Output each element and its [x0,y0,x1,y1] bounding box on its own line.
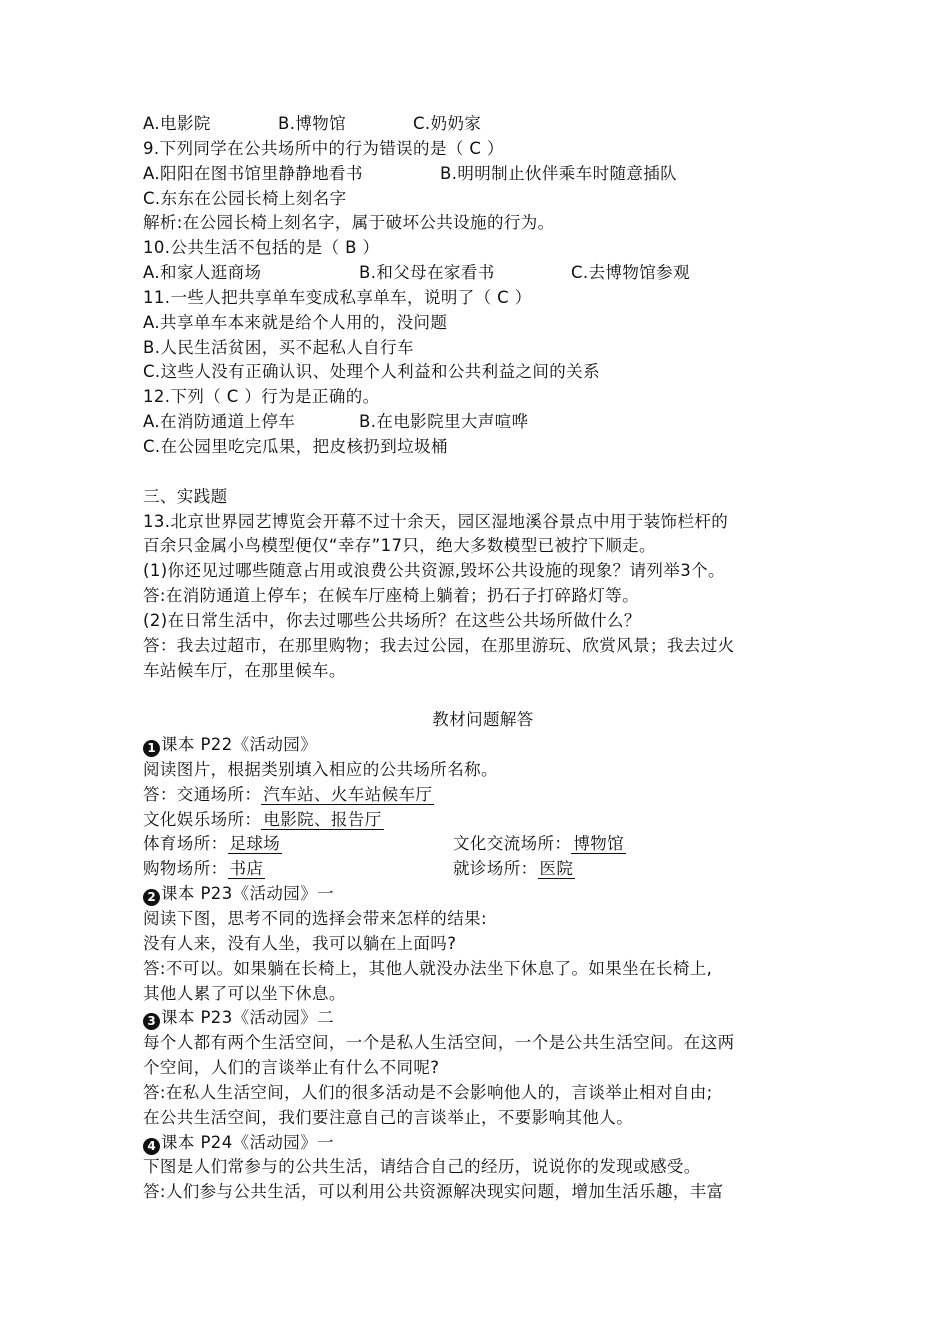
item3-answer-1: 答:在私人生活空间，人们的很多活动是不会影响他人的，言谈举止相对自由; [143,1082,713,1102]
item2-answer-2: 其他人累了可以坐下休息。 [143,983,346,1003]
medical-label: 就诊场所： [453,859,538,879]
circled-number-4: 4 [143,1138,160,1155]
q9-option-a: A.阳阳在图书馆里静静地看书 [143,163,363,183]
item3-answer-2: 在公共生活空间，我们要注意自己的言谈举止，不要影响其他人。 [143,1107,634,1127]
item2-answer-1: 答:不可以。如果躺在长椅上，其他人就没办法坐下休息了。如果坐在长椅上, [143,958,713,978]
q8-option-b: B.博物馆 [278,114,347,133]
q13-sub2: (2)在日常生活中，你去过哪些公共场所？在这些公共场所做什么？ [143,610,641,630]
q13-answer1: 答:在消防通道上停车；在候车厅座椅上躺着；扔石子打碎路灯等。 [143,586,640,606]
q12-option-c: C.在公园里吃完瓜果，把皮核扔到垃圾桶 [143,436,448,456]
q10-option-a: A.和家人逛商场 [143,263,262,283]
item3-prompt-2: 个空间，人们的言谈举止有什么不同呢? [143,1058,440,1078]
q13-text-1: 13.北京世界园艺博览会开幕不过十余天，园区湿地溪谷景点中用于装饰栏杆的 [143,511,729,531]
q10-options [143,261,823,286]
q13-sub1: (1)你还见过哪些随意占用或浪费公共资源,毁坏公共设施的现象？请列举3个。 [143,561,725,581]
item1-head-text: 课本 P22《活动园》 [161,735,318,755]
q9-stem: 9.下列同学在公共场所中的行为错误的是（ C ） [143,138,504,158]
shopping-label: 购物场所： [143,859,228,879]
q8-option-c: C.奶奶家 [413,114,482,133]
item2-question: 没有人来，没有人坐，我可以躺在上面吗? [143,933,457,953]
spacer [143,683,823,708]
shopping-value: 书店 [229,859,264,879]
exchange-value: 博物馆 [573,834,625,854]
item3-heading [143,1006,823,1031]
item1-sports-exchange [143,832,823,857]
q12-options-ab [143,410,823,435]
q12-stem: 12.下列（ C ）行为是正确的。 [143,387,380,407]
item4-answer-1: 答:人们参与公共生活，可以利用公共资源解决现实问题，增加生活乐趣，丰富 [143,1182,724,1202]
document-page [143,112,823,1205]
transport-value: 汽车站、火车站候车厅 [263,784,433,804]
q9-options-ab [143,162,823,187]
spacer [143,460,823,485]
item1-transport [143,783,823,808]
transport-label: 答：交通场所： [143,784,262,804]
textbook-section-title: 教材问题解答 [432,710,534,730]
q9-analysis: 解析:在公园长椅上刻名字，属于破坏公共设施的行为。 [143,213,555,233]
item2-head-text: 课本 P23《活动园》一 [161,884,334,904]
medical-value: 医院 [539,859,574,879]
item3-head-text: 课本 P23《活动园》二 [161,1008,334,1028]
q11-option-a: A.共享单车本来就是给个人用的，没问题 [143,312,448,332]
exchange-label: 文化交流场所： [453,834,572,854]
section-title: 三、实践题 [143,486,228,506]
sports-value: 足球场 [229,834,281,854]
item1-shopping-medical [143,857,823,882]
q11-option-b: B.人民生活贫困，买不起私人自行车 [143,337,414,357]
culture-value: 电影院、报告厅 [263,809,382,829]
item2-heading [143,882,823,907]
item4-head-text: 课本 P24《活动园》一 [161,1132,334,1152]
q12-option-b: B.在电影院里大声喧哗 [359,412,529,432]
q10-option-b: B.和父母在家看书 [359,263,495,283]
circled-number-2: 2 [143,889,160,906]
q13-answer2-2: 车站候车厅，在那里候车。 [143,660,346,680]
item4-heading [143,1131,823,1156]
circled-number-1: 1 [143,740,160,757]
item1-prompt: 阅读图片，根据类别填入相应的公共场所名称。 [143,759,498,779]
sports-label: 体育场所： [143,834,228,854]
item3-prompt-1: 每个人都有两个生活空间，一个是私人生活空间，一个是公共生活空间。在这两 [143,1033,735,1053]
q13-answer2-1: 答：我去过超市，在那里购物；我去过公园，在那里游玩、欣赏风景；我去过火 [143,635,735,655]
q11-option-c: C.这些人没有正确认识、处理个人利益和公共利益之间的关系 [143,362,600,382]
item1-culture [143,808,823,833]
q10-option-c: C.去博物馆参观 [571,263,690,283]
q10-stem: 10.公共生活不包括的是（ B ） [143,238,380,258]
item4-prompt: 下图是人们常参与的公共生活，请结合自己的经历，说说你的发现或感受。 [143,1157,701,1177]
q8-options [143,112,823,137]
q9-option-c: C.东东在公园长椅上刻名字 [143,188,347,208]
culture-label: 文化娱乐场所： [143,809,262,829]
item2-prompt: 阅读下图，思考不同的选择会带来怎样的结果: [143,909,487,928]
q13-text-2: 百余只金属小鸟模型便仅“幸存”17只，绝大多数模型已被拧下顺走。 [143,536,656,556]
circled-number-3: 3 [143,1013,160,1030]
q9-option-b: B.明明制止伙伴乘车时随意插队 [440,163,678,183]
item1-heading [143,733,823,758]
q8-option-a: A.电影院 [143,114,211,133]
q12-option-a: A.在消防通道上停车 [143,412,296,432]
q11-stem: 11.一些人把共享单车变成私享单车，说明了（ C ） [143,287,532,307]
